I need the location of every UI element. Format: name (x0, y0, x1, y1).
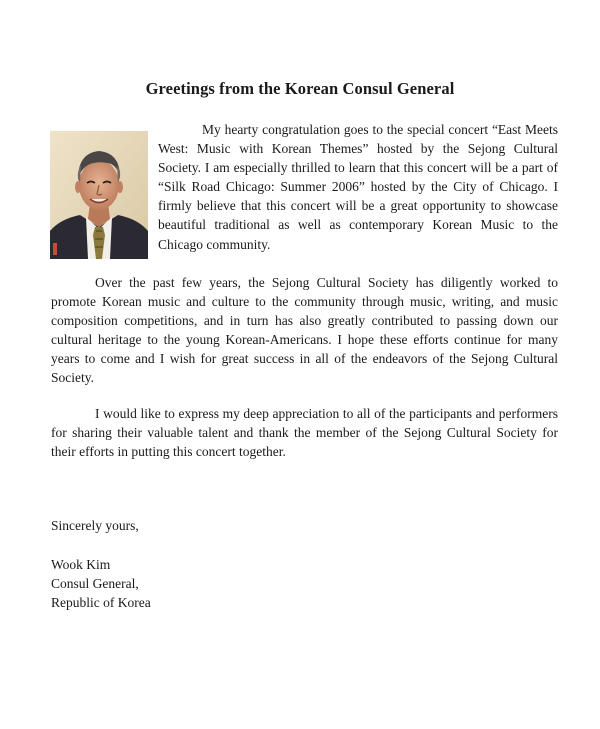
signature-block (51, 555, 151, 612)
greeting-paragraph-3: I would like to express my deep appreciation to all of the participants and performers for sharing their valuable talent and thank the member of the Sejong Cultural Society for their efforts in putting this concert together. (51, 406, 558, 460)
signer-name: Wook Kim (51, 557, 111, 572)
closing-line: Sincerely yours, (51, 518, 139, 533)
signer-organization: Republic of Korea (51, 595, 151, 611)
greeting-paragraph-2: Over the past few years, the Sejong Cultural Society has diligently worked to promote Korean music and culture to the community through music, writing, and music composition competitions, and in turn has also greatly contributed to passing down our cultural heritage to the young Korean-Americans. I hope these efforts continue for many years to come and I wish for great success in all of the endeavors of the Sejong Cultural Society. (51, 275, 558, 386)
page-title: Greetings from the Korean Consul General (145, 79, 455, 98)
signer-position: Consul General, (51, 576, 139, 592)
greeting-paragraph-1: My hearty congratulation goes to the special concert “East Meets West: Music with Korean Themes” hosted by the Sejong Cultural Society. I am especially thrilled to learn that this concert will be a part of “Silk Road Chicago: Summer 2006” hosted by the City of Chicago. I firmly believe that this concert will be a great opportunity to showcase beautiful traditional as well as contemporary Korean Music to the Chicago community. (158, 122, 558, 252)
portrait-photo (50, 131, 148, 259)
